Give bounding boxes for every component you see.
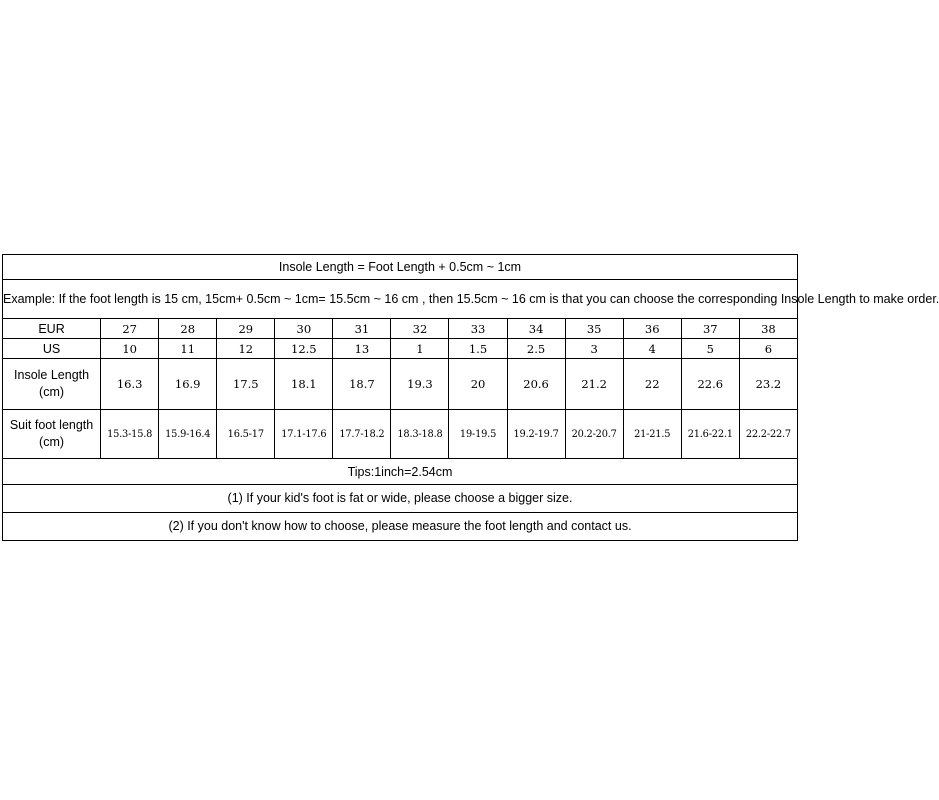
tips-row	[3, 459, 798, 485]
eur-row	[3, 319, 798, 339]
insole-length-cell: 16.3	[101, 359, 159, 410]
us-size-cell: 12.5	[275, 339, 333, 359]
eur-size-cell: 33	[449, 319, 507, 339]
note-measure-contact: (2) If you don't know how to choose, please measure the foot length and contact us.	[3, 513, 798, 541]
suit-foot-length-label	[3, 410, 101, 459]
us-size-cell: 4	[623, 339, 681, 359]
us-size-cell: 6	[739, 339, 797, 359]
us-size-cell: 3	[565, 339, 623, 359]
eur-size-cell: 36	[623, 319, 681, 339]
us-size-cell: 13	[333, 339, 391, 359]
formula-row	[3, 255, 798, 280]
suit-foot-length-cell: 20.2-20.7	[565, 410, 623, 459]
insole-length-cell: 19.3	[391, 359, 449, 410]
insole-length-cell: 18.1	[275, 359, 333, 410]
suit-label-line1: Suit foot length	[9, 418, 94, 432]
suit-foot-length-cell: 16.5-17	[217, 410, 275, 459]
insole-length-cell: 22	[623, 359, 681, 410]
suit-foot-length-cell: 21.6-22.1	[681, 410, 739, 459]
suit-foot-length-cell: 19.2-19.7	[507, 410, 565, 459]
eur-size-cell: 34	[507, 319, 565, 339]
eur-size-cell: 35	[565, 319, 623, 339]
suit-label-line2: (cm)	[39, 435, 65, 449]
eur-label: EUR	[3, 319, 101, 339]
eur-size-cell: 28	[159, 319, 217, 339]
us-size-cell: 11	[159, 339, 217, 359]
tips-text: Tips:1inch=2.54cm	[3, 459, 798, 485]
formula-title: Insole Length = Foot Length + 0.5cm ~ 1cm	[3, 255, 798, 280]
eur-size-cell: 27	[101, 319, 159, 339]
eur-size-cell: 31	[333, 319, 391, 339]
us-size-cell: 2.5	[507, 339, 565, 359]
example-text: Example: If the foot length is 15 cm, 15cm+ 0.5cm ~ 1cm= 15.5cm ~ 16 cm , then 15.5cm ~ 16 cm is that you can choose the corresponding Insole Length to make order.	[3, 280, 798, 319]
us-size-cell: 1	[391, 339, 449, 359]
suit-foot-length-cell: 17.1-17.6	[275, 410, 333, 459]
insole-length-cell: 22.6	[681, 359, 739, 410]
eur-size-cell: 32	[391, 319, 449, 339]
suit-foot-length-cell: 22.2-22.7	[739, 410, 797, 459]
insole-length-row	[3, 359, 798, 410]
example-row	[3, 280, 798, 319]
us-size-cell: 1.5	[449, 339, 507, 359]
insole-length-cell: 20	[449, 359, 507, 410]
eur-size-cell: 30	[275, 319, 333, 339]
us-size-cell: 12	[217, 339, 275, 359]
insole-length-cell: 21.2	[565, 359, 623, 410]
insole-length-cell: 20.6	[507, 359, 565, 410]
eur-size-cell: 29	[217, 319, 275, 339]
suit-foot-length-cell: 19-19.5	[449, 410, 507, 459]
us-size-cell: 10	[101, 339, 159, 359]
suit-foot-length-row	[3, 410, 798, 459]
suit-foot-length-cell: 15.9-16.4	[159, 410, 217, 459]
suit-foot-length-cell: 15.3-15.8	[101, 410, 159, 459]
insole-length-label	[3, 359, 101, 410]
suit-foot-length-cell: 17.7-18.2	[333, 410, 391, 459]
insole-label-line2: (cm)	[39, 385, 65, 399]
insole-length-cell: 23.2	[739, 359, 797, 410]
insole-label-line1: Insole Length	[14, 368, 90, 382]
us-row	[3, 339, 798, 359]
us-label: US	[3, 339, 101, 359]
suit-foot-length-cell: 21-21.5	[623, 410, 681, 459]
note-row	[3, 485, 798, 513]
eur-size-cell: 37	[681, 319, 739, 339]
eur-size-cell: 38	[739, 319, 797, 339]
suit-foot-length-cell: 18.3-18.8	[391, 410, 449, 459]
insole-length-cell: 16.9	[159, 359, 217, 410]
size-chart-table	[2, 254, 939, 541]
note-fat-wide: (1) If your kid's foot is fat or wide, please choose a bigger size.	[3, 485, 798, 513]
insole-length-cell: 17.5	[217, 359, 275, 410]
insole-length-cell: 18.7	[333, 359, 391, 410]
us-size-cell: 5	[681, 339, 739, 359]
note-row	[3, 513, 798, 541]
